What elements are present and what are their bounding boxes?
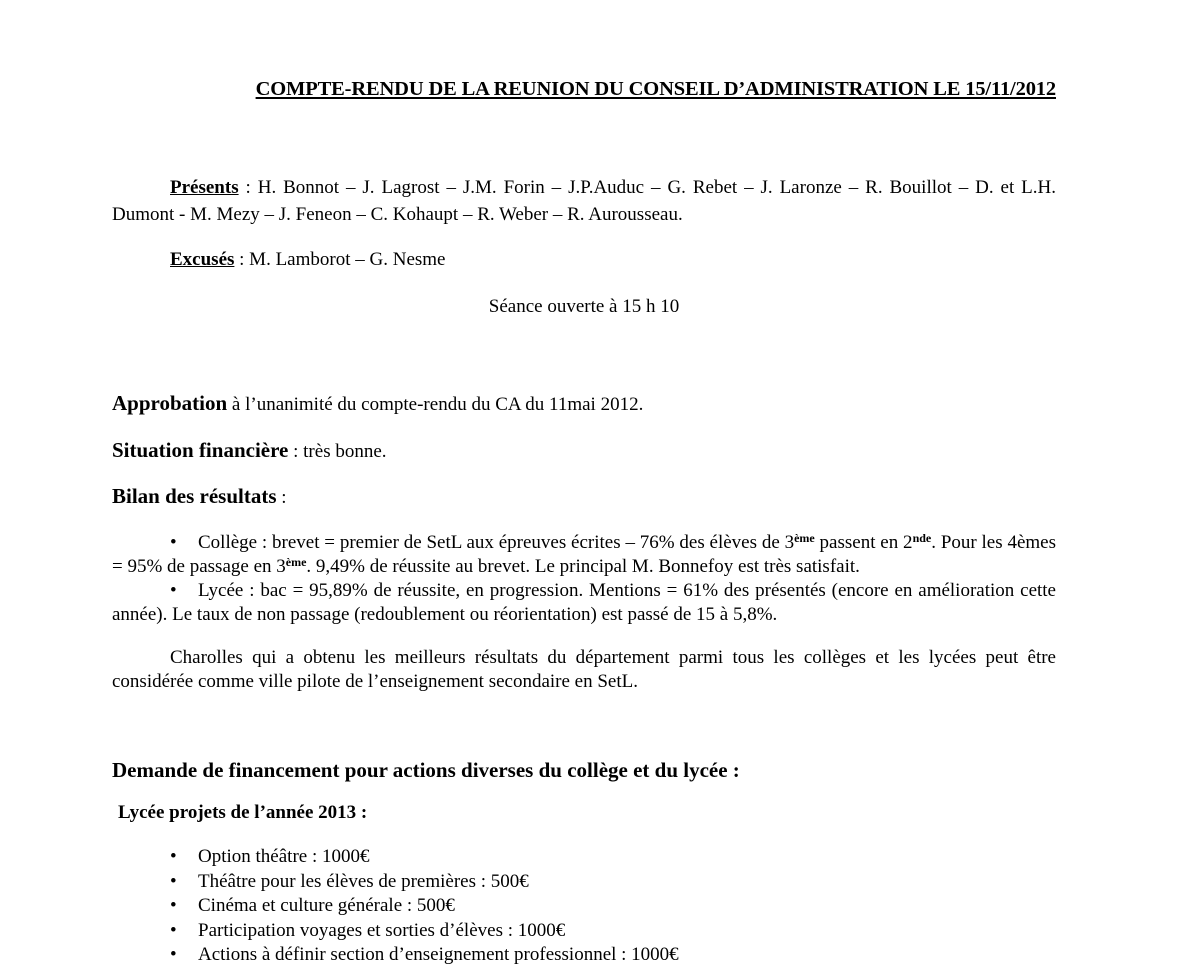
list-item: • Participation voyages et sorties d’élèves : 1000€ xyxy=(170,919,566,941)
situation-text: : très bonne. xyxy=(288,441,387,462)
list-item-lycee: • Lycée : bac = 95,89% de réussite, en progression. Mentions = 61% des présentés (encore en amélioration cette année). Le taux de non passage (redoublement ou réorientation) est passé de 15 à 5,8%. xyxy=(112,580,1056,625)
list-item: • Cinéma et culture générale : 500€ xyxy=(170,895,455,916)
seance-opening: Séance ouverte à 15 h 10 xyxy=(488,296,680,317)
bilan-text: : xyxy=(276,487,287,508)
bullet-icon: • xyxy=(170,919,177,941)
presents-list: : H. Bonnot – J. Lagrost – J.M. Forin – J.P.Auduc – G. Rebet – J. Laronze – R. Bouillot – D. et L.H. Dumont - M. Mezy – J. Feneon – C. Kohaupt – R. Weber – R. Aurousseau. xyxy=(112,177,1056,225)
excuses-paragraph xyxy=(112,248,1056,272)
situation-line xyxy=(112,438,387,464)
bilan-list xyxy=(112,531,1056,627)
approbation-line xyxy=(112,391,643,417)
bullet-icon: • xyxy=(170,870,177,892)
bilan-line xyxy=(112,484,287,510)
excuses-label: Excusés xyxy=(170,249,235,270)
bilan-label: Bilan des résultats xyxy=(112,484,277,508)
situation-label: Situation financière xyxy=(112,438,289,462)
list-item: • Option théâtre : 1000€ xyxy=(170,846,370,867)
list-item: • Théâtre pour les élèves de premières : 500€ xyxy=(170,870,529,892)
bullet-icon: • xyxy=(170,944,177,965)
approbation-text: à l’unanimité du compte-rendu du CA du 11mai 2012. xyxy=(227,394,644,415)
bullet-icon: • xyxy=(170,532,177,553)
presents-label: Présents xyxy=(170,177,239,198)
lycee-projets-heading: Lycée projets de l’année 2013 : xyxy=(118,802,368,823)
document-title: COMPTE-RENDU DE LA REUNION DU CONSEIL D’ADMINISTRATION LE 15/11/2012 xyxy=(255,78,1056,100)
list-item-college: • Collège : brevet = premier de SetL aux épreuves écrites – 76% des élèves de 3ème passent en 2nde. Pour les 4èmes = 95% de passage en 3ème. 9,49% de réussite au brevet. Le principal M. Bonnefoy est très satisfait. xyxy=(112,531,1056,577)
bullet-icon: • xyxy=(170,846,177,867)
presents-paragraph xyxy=(112,174,1056,228)
charolles-paragraph: Charolles qui a obtenu les meilleurs résultats du département parmi tous les collèges et les lycées peut être considérée comme ville pilote de l’enseignement secondaire en SetL. xyxy=(112,647,1056,692)
approbation-label: Approbation xyxy=(112,391,228,415)
list-item: • Actions à définir section d’enseignement professionnel : 1000€ xyxy=(170,944,679,965)
excuses-list: : M. Lamborot – G. Nesme xyxy=(234,249,446,270)
projets-list xyxy=(112,845,1056,968)
bullet-icon: • xyxy=(170,895,177,916)
demande-heading: Demande de financement pour actions diverses du collège et du lycée : xyxy=(112,758,740,782)
bullet-icon: • xyxy=(170,580,177,601)
